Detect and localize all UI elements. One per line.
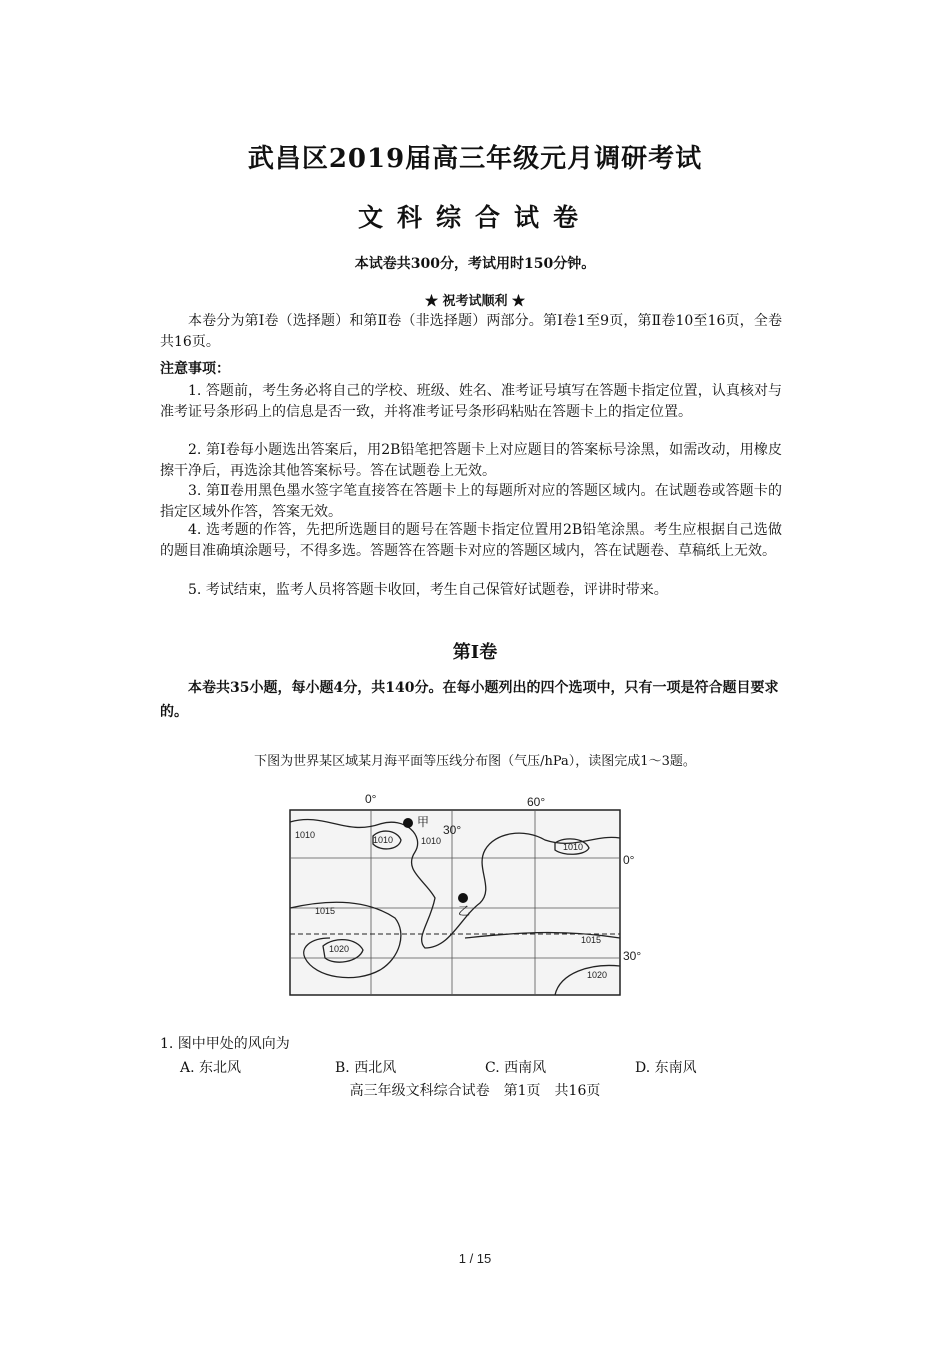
point-yi-marker [458,893,468,903]
page-indicator: 1 / 15 [458,1251,492,1266]
note-item-3: 3. 第Ⅱ卷用黑色墨水签字笔直接答在答题卡上的每题所对应的答题区域内。在试题卷或答题卡的指定区域外作答，答案无效。 [160,483,782,520]
note-item-4: 4. 选考题的作答，先把所选题目的题号在答题卡指定位置用2B铅笔涂黑。考生应根据自己选做的题目准确填涂题号，不得多选。答题答在答题卡对应的答题区域内，答在试题卷、草稿纸上无效。 [160,522,782,559]
isobar-label-d: 1010 [563,842,584,852]
isobar-label-g: 1020 [329,944,350,954]
lon-label-30: 30° [443,823,462,837]
lat-label-0: 0° [623,853,635,867]
isobar-label-e: 1015 [315,906,336,916]
isobar-label-f: 1015 [581,935,602,945]
note-item-1: 1. 答题前，考生务必将自己的学校、班级、姓名、准考证号填写在答题卡指定位置，认真核对与准考证号条形码上的信息是否一致，并将准考证号条形码粘贴在答题卡上的指定位置。 [160,383,782,420]
isobar-map [285,788,642,998]
isobar-label-a: 1010 [295,830,316,840]
page-footer: 高三年级文科综合试卷 第1页 共16页 [349,1083,601,1099]
isobar-label-h: 1020 [587,970,608,980]
notes-heading: 注意事项： [160,361,230,377]
good-luck-line: ★ 祝考试顺利 ★ [424,294,526,309]
isobar-map-svg [285,788,642,998]
lon-label-60: 60° [527,795,546,809]
point-yi-label: 乙 [458,904,471,918]
section-intro: 本卷共35小题，每小题4分，共140分。在每小题列出的四个选项中，只有一项是符合题目要求的。 [160,680,779,720]
note-item-2: 2. 第Ⅰ卷每小题选出答案后，用2B铅笔把答题卡上对应题目的答案标号涂黑，如需改动，用橡皮擦干净后，再选涂其他答案标号。答在试题卷上无效。 [160,442,782,479]
lon-label-0: 0° [365,792,377,806]
intro-paragraph: 本卷分为第Ⅰ卷（选择题）和第Ⅱ卷（非选择题）两部分。第Ⅰ卷1至9页，第Ⅱ卷10至16页，全卷共16页。 [160,313,782,350]
question-1-option-d: D. 东南风 [635,1060,697,1076]
isobar-label-c: 1010 [421,836,442,846]
point-jia-label: 甲 [417,815,430,829]
note-item-5: 5. 考试结束，监考人员将答题卡收回，考生自己保管好试题卷，评讲时带来。 [188,582,668,598]
question-1-option-c: C. 西南风 [485,1060,547,1076]
exam-info: 本试卷共300分，考试用时150分钟。 [354,256,596,272]
lat-label-30: 30° [623,949,642,963]
isobar-label-b: 1010 [373,835,394,845]
figure-caption: 下图为世界某区域某月海平面等压线分布图（气压/hPa），读图完成1～3题。 [254,754,696,769]
point-jia-marker [403,818,413,828]
section-title: 第Ⅰ卷 [452,642,498,663]
question-1-stem: 1. 图中甲处的风向为 [160,1036,290,1052]
question-1-option-b: B. 西北风 [335,1060,397,1076]
question-1-option-a: A. 东北风 [180,1060,242,1076]
exam-title: 武昌区2019届高三年级元月调研考试 [247,144,703,174]
exam-subtitle: 文科综合试卷 [357,203,592,232]
